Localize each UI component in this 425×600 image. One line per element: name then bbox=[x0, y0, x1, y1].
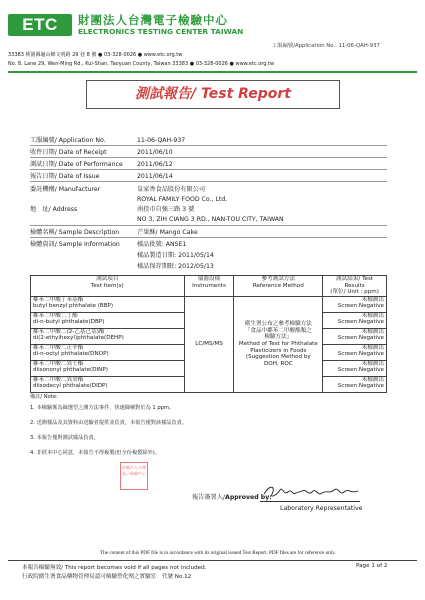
result-cell bbox=[323, 296, 387, 312]
test-item-en: diisodecyl phthalate(DIDP) bbox=[33, 383, 108, 390]
col-header-instrument-cn: 儀器設備 bbox=[197, 276, 221, 282]
reference-line: DOH, ROC bbox=[263, 360, 293, 367]
result-cell bbox=[323, 376, 387, 392]
reference-line: 檢驗方法」 bbox=[264, 334, 293, 341]
result-cn: 未檢測出 bbox=[361, 312, 384, 319]
test-item-cell bbox=[31, 312, 185, 328]
result-cn: 未檢測出 bbox=[361, 376, 384, 383]
result-en: Screen Negative bbox=[337, 367, 384, 374]
test-item-cn: 鄰苯二甲酸二異癸酯 bbox=[33, 376, 84, 383]
row-divider bbox=[30, 145, 387, 146]
results-table bbox=[30, 275, 387, 393]
result-cn: 未檢測出 bbox=[361, 360, 384, 367]
org-name-cn: 財團法人台灣電子檢驗中心 bbox=[78, 13, 228, 27]
row-divider bbox=[30, 169, 387, 170]
sample-desc-label: 檢體名稱/ Sample Description bbox=[30, 229, 120, 236]
test-item-cell bbox=[31, 296, 185, 312]
result-cn: 未檢測出 bbox=[361, 344, 384, 351]
note-item: 4. 非經本中心同意，本報告不得複製(但全份複製除外)。 bbox=[30, 450, 160, 456]
manufacturer-cn: 皇家香食品股份有限公司 bbox=[137, 186, 206, 193]
result-en: Screen Negative bbox=[337, 383, 384, 390]
test-item-en: butyl benzyl phthalate (BBP) bbox=[33, 303, 114, 310]
laboratory-representative: Laboratory Representative bbox=[280, 505, 363, 512]
test-item-cn: 鄰苯二甲酸二異壬酯 bbox=[33, 360, 84, 367]
col-header-item-en: Test Item(s) bbox=[90, 282, 124, 289]
address-en: No. 8, Lane 29, Wen-Ming Rd., Kui-Shan, Taoyuan County, Taiwan 33383 ● 03-328-0026 ● www.etc.org.tw bbox=[8, 61, 275, 67]
result-en: Screen Negative bbox=[337, 335, 384, 342]
table-header-row bbox=[31, 276, 387, 297]
info-label: 收件日期/ Date of Receipt bbox=[30, 149, 107, 156]
col-header-reference-cn: 參考測試方法 bbox=[261, 276, 296, 282]
address-label: 地 址/ Address bbox=[30, 206, 78, 213]
sample-mfg-date: 樣品製造日期: 2011/05/14 bbox=[137, 252, 214, 259]
reference-line: 「食品中鄰苯二甲酸酯類之 bbox=[244, 327, 312, 334]
manufacturer-address-en: NO 3, ZIH CIANG 3 RD., NAN-TOU CITY, TAIWAN bbox=[137, 216, 284, 223]
signature bbox=[262, 482, 360, 502]
reference-line: 衛生署公布之參考檢驗方法 bbox=[244, 321, 312, 328]
test-item-cn: 鄰苯二甲酸二正辛酯 bbox=[33, 344, 84, 351]
col-header-result bbox=[323, 276, 387, 297]
col-header-instrument-en: Instruments bbox=[192, 282, 226, 289]
result-cn: 未檢測出 bbox=[361, 328, 384, 335]
test-item-cell bbox=[31, 376, 185, 392]
col-header-item-cn: 測試項目 bbox=[96, 276, 119, 282]
approved-by-cn: 報告簽署人/ bbox=[192, 494, 226, 501]
sample-lot: 樣品批號: ANSE1 bbox=[137, 241, 187, 248]
test-item-en: di-n-butyl phthalate(DBP) bbox=[33, 319, 105, 326]
address-cn: 33383 桃園縣龜山鄉文明路 29 巷 8 號 ● 03-328-0026 ● www.etc.org.tw bbox=[8, 52, 183, 58]
info-label: 工服編號/ Application No. bbox=[30, 137, 106, 144]
info-value: 2011/06/12 bbox=[137, 161, 173, 168]
test-item-cell bbox=[31, 344, 185, 360]
pdf-note: The content of this PDF file is in accordance with its original issued Test Report. PDF files are for reference only. bbox=[100, 550, 336, 556]
sample-info-label: 檢體資訊/ Sample Information bbox=[30, 241, 120, 248]
col-header-item bbox=[31, 276, 185, 297]
report-title: 測試報告/ Test Report bbox=[86, 80, 340, 109]
official-seal: 財團法人台灣電子檢驗中心 bbox=[120, 462, 148, 490]
test-item-cell bbox=[31, 328, 185, 344]
result-cell bbox=[323, 328, 387, 344]
lab-accreditation: 行政院衛生署食品藥物管理局認可檢驗塑化劑之實驗室 代號 No.12 bbox=[22, 574, 192, 580]
footer-divider bbox=[8, 560, 417, 561]
info-value: 2011/06/14 bbox=[137, 173, 173, 180]
sample-desc-value: 芒果酥/ Mango Cake bbox=[137, 229, 198, 236]
header-divider bbox=[8, 71, 417, 73]
test-item-en: di-n-octyl phthalate(DNOP) bbox=[33, 351, 109, 358]
info-label: 測試日期/ Date of Performance bbox=[30, 161, 123, 168]
info-label: 報告日期/ Date of Issue bbox=[30, 173, 100, 180]
row-divider bbox=[30, 237, 387, 238]
manufacturer-address-cn: 南投市自強三路 3 號 bbox=[137, 206, 195, 213]
result-en: Screen Negative bbox=[337, 351, 384, 358]
info-value: 2011/06/10 bbox=[137, 149, 173, 156]
result-cn: 未檢測出 bbox=[361, 296, 384, 303]
application-number-header: 工服編號/Application No.: 11-06-QAH-937 bbox=[272, 43, 380, 49]
reference-line: Plasticizers in Foods bbox=[250, 347, 307, 354]
void-notice: 本報告檢驗無效/ This report becomes void if all pages not included. bbox=[22, 565, 207, 571]
row-divider bbox=[30, 157, 387, 158]
col-header-reference bbox=[234, 276, 323, 297]
result-cell bbox=[323, 360, 387, 376]
manufacturer-label: 委託機構/ Manufacturer bbox=[30, 186, 101, 193]
result-en: Screen Negative bbox=[337, 303, 384, 310]
note-item: 1. 本檢驗係為篩選型之測方法事件，快速篩檢對於為 1 ppm。 bbox=[30, 405, 175, 411]
result-cell bbox=[323, 344, 387, 360]
test-item-cn: 鄰苯二甲酸丁苯基酯 bbox=[33, 296, 84, 303]
test-item-cn: 鄰苯二甲酸二(2-乙基己基)酯 bbox=[33, 328, 105, 335]
result-cell bbox=[323, 312, 387, 328]
info-value: 11-06-QAH-937 bbox=[137, 137, 186, 144]
org-name-en: ELECTRONICS TESTING CENTER TAIWAN bbox=[78, 27, 244, 36]
col-header-instrument bbox=[184, 276, 234, 297]
reference-line: Method of Test for Phthalate bbox=[238, 340, 318, 347]
notes-title: 備註/ Note: bbox=[30, 394, 58, 400]
note-item: 3. 本報告僅對測試樣品負責。 bbox=[30, 435, 99, 441]
signature-line bbox=[260, 501, 360, 502]
col-header-reference-en: Reference Method bbox=[252, 282, 304, 289]
col-header-result-main: 測試結果/ Test Results bbox=[336, 276, 374, 289]
test-item-en: diisononyl phthalate(DINP) bbox=[33, 367, 108, 374]
test-item-cell bbox=[31, 360, 185, 376]
row-divider bbox=[30, 225, 387, 226]
test-item-cn: 鄰苯二甲酸二丁酯 bbox=[33, 312, 78, 319]
sample-expiry: 樣品保存期限: 2012/05/13 bbox=[137, 263, 214, 270]
reference-method-cell bbox=[234, 296, 323, 392]
reference-line: (Suggestion Method by bbox=[245, 354, 311, 361]
test-item-en: di(2-ethylhexyl)phthalate(DEHP) bbox=[33, 335, 124, 342]
approved-by bbox=[192, 492, 272, 501]
note-item: 2. 送測樣品及其資料由送驗者提供並負責，本報告僅對該樣品負責。 bbox=[30, 420, 188, 426]
result-en: Screen Negative bbox=[337, 319, 384, 326]
manufacturer-en: ROYAL FAMILY FOOD Co., Ltd. bbox=[137, 196, 228, 203]
col-header-result-unit: (單位/ Unit : ppm) bbox=[330, 289, 379, 296]
etc-logo: ETC bbox=[8, 14, 72, 36]
instrument-cell: LC/MS/MS bbox=[184, 296, 234, 392]
row-divider bbox=[30, 181, 387, 182]
table-row bbox=[31, 296, 387, 312]
page-number: Page 1 of 2 bbox=[356, 563, 388, 569]
approved-by-en: Approved by: bbox=[225, 494, 272, 501]
